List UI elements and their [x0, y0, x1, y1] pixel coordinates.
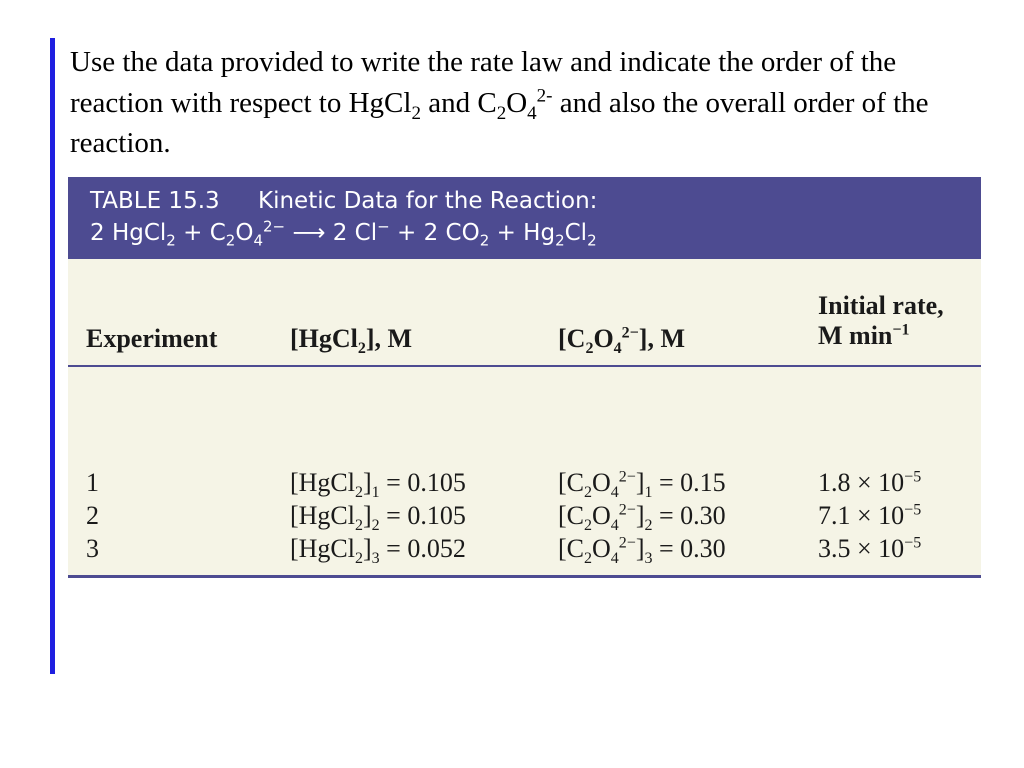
- table-row-3-hgcl2: $[HgCl_2]_3 = 0.052$: [290, 534, 466, 568]
- header-experiment: Experiment: [86, 324, 218, 353]
- header-hgcl2: [HgCl$_2$], M: [290, 324, 413, 358]
- table-row-2-experiment: 2: [86, 501, 99, 530]
- table-row-2-rate: $7.1 \times 10^{-5}$: [818, 501, 922, 530]
- table-row-1-experiment: 1: [86, 468, 99, 497]
- table-header: [68, 177, 981, 259]
- reaction-equation: 2 HgCl$_2$ + $C_2O_4^{2-}$ ⟶ 2 Cl− + 2 $CO_2 + Hg_2Cl_2$: [90, 217, 597, 250]
- table-row-1-rate: $1.8 \times 10^{-5}$: [818, 468, 922, 497]
- table-title-line: [90, 185, 981, 217]
- table-row-3-experiment: 3: [86, 534, 99, 563]
- table-body: [68, 259, 981, 576]
- table-row-2-c2o4: $[C_2O_4^{2-}]_2 = 0.30$: [558, 501, 726, 535]
- kinetic-data-table: [68, 177, 981, 576]
- table-row-3-c2o4: $[C_2O_4^{2-}]_3 = 0.30$: [558, 534, 726, 568]
- table-row-1-c2o4: $[C_2O_4^{2-}]_1 = 0.15$: [558, 468, 726, 502]
- question-text: Use the data provided to write the rate law and indicate the order of the reaction with respect to HgCl$_2$ and $C_2O_4^{2-}$ and also the overall order of the reaction.: [70, 46, 929, 159]
- header-rule: [68, 365, 981, 367]
- accent-bar: [50, 38, 55, 674]
- header-initial-rate-label: Initial rate, M $\min^{-1}$: [818, 291, 944, 350]
- table-row-1-hgcl2: $[HgCl_2]_1 = 0.105$: [290, 468, 466, 502]
- table-row-3-rate: $3.5 \times 10^{-5}$: [818, 534, 922, 563]
- table-row-2-hgcl2: $[HgCl_2]_2 = 0.105$: [290, 501, 466, 535]
- bottom-rule: [68, 575, 981, 578]
- table-title: Kinetic Data for the Reaction:: [258, 188, 598, 214]
- header-c2o4: $[C_2O_4^{2-}]$, M: [558, 324, 685, 358]
- table-number: TABLE 15.3: [90, 188, 220, 214]
